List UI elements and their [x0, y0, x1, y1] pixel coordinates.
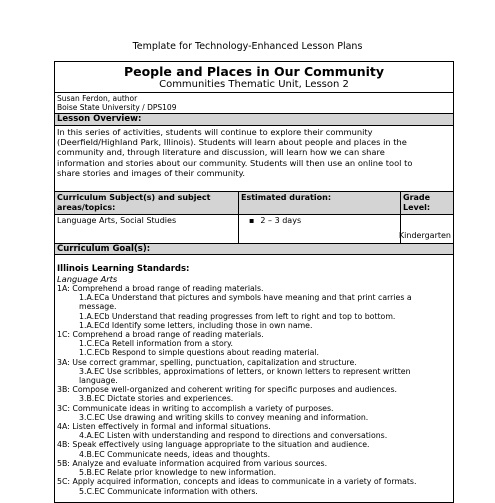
grade-cell	[398, 215, 453, 243]
standards-heading: Illinois Learning Standards:	[57, 264, 190, 275]
standard-subitem: 4.A.EC Listen with understanding and respond to directions and conversations.	[79, 431, 388, 441]
standard-subitem: 3.B.EC Dictate stories and experiences.	[79, 394, 234, 404]
standard-subitem: 1.A.ECd Identify some letters, including those in own name.	[79, 320, 313, 330]
standard-subitem: language.	[79, 376, 118, 386]
standard-subitem: 3.A.EC Use scribbles, approximations of letters, or known letters to represent written	[79, 366, 411, 376]
standard-subitem: 1.A.ECb Understand that reading progresses from left to right and top to bottom.	[79, 311, 396, 321]
standard-subitem: 1.A.ECa Understand that pictures and symbols have meaning and that print carries a	[79, 293, 412, 303]
standard-item: 1C: Comprehend a broad range of reading materials.	[57, 330, 264, 340]
bullet-icon: ▪	[249, 215, 255, 225]
standards-subject: Language Arts	[57, 274, 118, 285]
standard-item: 5B: Analyze and evaluate information acquired from various sources.	[57, 458, 328, 468]
duration-header: Estimated duration:	[239, 192, 401, 214]
standards-section	[55, 255, 453, 502]
document-header: Template for Technology-Enhanced Lesson Plans	[132, 41, 363, 52]
overview-line: (Deerfield/Highland Park, Illinois). Students will learn about people and places in the	[57, 136, 407, 147]
title-box	[55, 62, 453, 93]
standard-subitem: 1.C.ECa Retell information from a story.	[79, 339, 233, 349]
duration-value: 2 – 3 days	[260, 215, 302, 225]
standard-subitem: 4.B.EC Communicate needs, ideas and thoughts.	[79, 449, 271, 459]
overview-line: In this series of activities, students will continue to explore their community	[57, 126, 373, 137]
standard-subitem: 5.C.EC Communicate information with others.	[79, 486, 258, 496]
overview-line: share stories and images of their community.	[57, 168, 245, 179]
overview-line: community and, through literature and discussion, will learn how we can share	[57, 147, 385, 158]
lesson-plan-frame	[54, 61, 454, 503]
standard-subitem: 3.C.EC Use drawing and writing skills to convey meaning and information.	[79, 412, 369, 422]
overview-line: information and stories about our community. Students will then use an online tool to	[57, 157, 413, 168]
author-block	[55, 93, 453, 114]
table-header-row	[55, 192, 453, 215]
lesson-subtitle: Communities Thematic Unit, Lesson 2	[159, 79, 349, 90]
lesson-title: People and Places in Our Community	[123, 64, 385, 79]
standard-subitem: message.	[79, 302, 117, 312]
standard-subitem: 1.C.ECb Respond to simple questions about reading material.	[79, 348, 320, 358]
subject-value: Language Arts, Social Studies	[55, 215, 239, 243]
subject-header: Curriculum Subject(s) and subject areas/topics:	[55, 192, 239, 214]
standard-item: 3A: Use correct grammar, spelling, punctuation, capitalization and structure.	[57, 357, 357, 367]
standard-item: 4B: Speak effectively using language appropriate to the situation and audience.	[57, 440, 370, 450]
goals-heading: Curriculum Goal(s):	[55, 244, 453, 256]
duration-cell	[239, 215, 401, 243]
table-body-row	[55, 215, 453, 244]
standard-item: 3C: Communicate ideas in writing to accomplish a variety of purposes.	[57, 403, 334, 413]
standard-item: 5C: Apply acquired information, concepts and ideas to communicate in a variety of formats.	[57, 477, 417, 487]
grade-header: Grade Level:	[401, 192, 453, 214]
overview-heading: Lesson Overview:	[55, 114, 453, 126]
author-name: Susan Ferdon, author	[57, 94, 138, 103]
overview-text	[55, 126, 453, 192]
standard-item: 1A: Comprehend a broad range of reading materials.	[57, 284, 264, 294]
standard-item: 4A: Listen effectively in formal and informal situations.	[57, 422, 271, 432]
author-affiliation: Boise State University / DPS109	[57, 103, 177, 112]
standard-subitem: 5.B.EC Relate prior knowledge to new information.	[79, 468, 277, 478]
standards-list	[57, 284, 451, 496]
grade-value: Kindergarten	[398, 230, 451, 240]
standard-item: 3B: Compose well-organized and coherent writing for specific purposes and audiences.	[57, 385, 398, 395]
